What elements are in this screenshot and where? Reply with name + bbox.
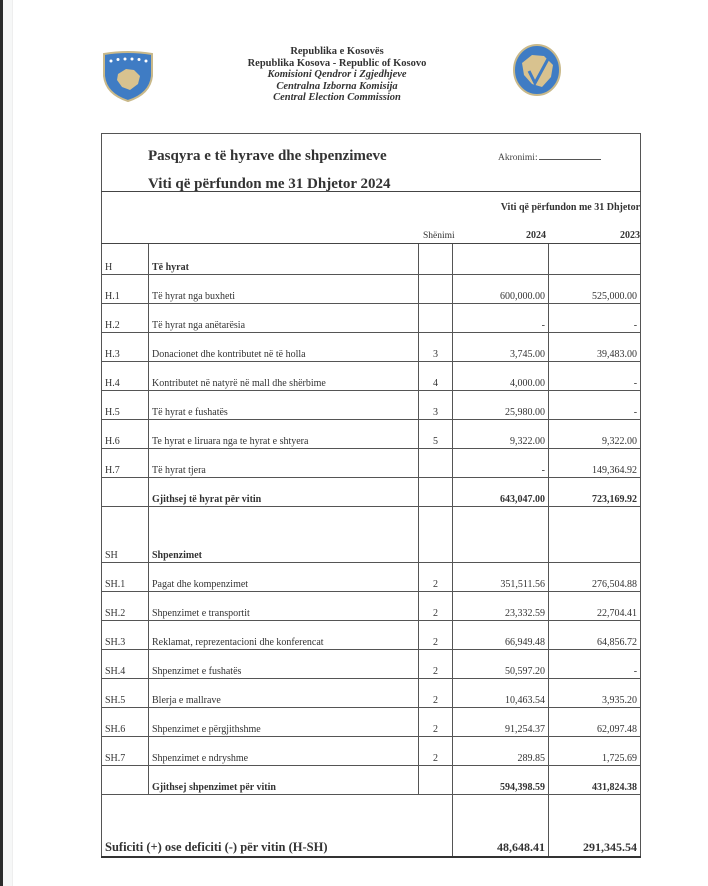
row-value-2023: 525,000.00 [549, 275, 641, 304]
row-label: Shpenzimet e përgjithshme [149, 708, 419, 737]
letterhead-line: Republika Kosova - Republic of Kosovo [247, 57, 427, 69]
row-label: Të hyrat e fushatës [149, 391, 419, 420]
total-value-2024: 594,398.59 [453, 766, 549, 795]
row-value-2024: 10,463.54 [453, 679, 549, 708]
letterhead-line: Centralna Izborna Komisija [276, 80, 398, 92]
section-heading: Të hyrat [149, 244, 419, 275]
row-value-2023: 39,483.00 [549, 333, 641, 362]
total-value-2023: 431,824.38 [549, 766, 641, 795]
row-value-2023: 64,856.72 [549, 621, 641, 650]
row-code: H.3 [102, 333, 149, 362]
row-value-2023: 276,504.88 [549, 563, 641, 592]
row-code: H.1 [102, 275, 149, 304]
row-label: Shpenzimet e ndryshme [149, 737, 419, 766]
row-note: 2 [419, 679, 453, 708]
row-code: SH.7 [102, 737, 149, 766]
acronym-field [498, 151, 601, 163]
row-value-2024: 289.85 [453, 737, 549, 766]
row-value-2024: 9,322.00 [453, 420, 549, 449]
row-note: 2 [419, 650, 453, 679]
row-code: H.7 [102, 449, 149, 478]
table-row [102, 650, 641, 679]
table-row [102, 420, 641, 449]
table-row [102, 679, 641, 708]
row-label: Pagat dhe kompenzimet [149, 563, 419, 592]
result-value-2023: 291,345.54 [549, 795, 641, 858]
total-label: Gjithsej të hyrat për vitin [149, 478, 419, 507]
letterhead-line: Komisioni Qendror i Zgjedhjeve [267, 69, 407, 80]
row-code: H.6 [102, 420, 149, 449]
row-code: SH.5 [102, 679, 149, 708]
row-note [419, 449, 453, 478]
row-note: 3 [419, 333, 453, 362]
table-row [102, 737, 641, 766]
table-row [102, 563, 641, 592]
row-note: 2 [419, 592, 453, 621]
section-row-expenses [102, 507, 641, 563]
row-value-2024: 351,511.56 [453, 563, 549, 592]
column-header [102, 192, 641, 244]
row-code: SH.2 [102, 592, 149, 621]
statement-header [102, 134, 641, 192]
row-note: 4 [419, 362, 453, 391]
section-row-revenue [102, 244, 641, 275]
row-code: H [102, 244, 149, 275]
row-label: Te hyrat e liruara nga te hyrat e shtyera [149, 420, 419, 449]
total-row-revenue [102, 478, 641, 507]
table-row [102, 621, 641, 650]
table-row [102, 304, 641, 333]
row-value-2023: - [549, 362, 641, 391]
total-value-2023: 723,169.92 [549, 478, 641, 507]
letterhead-text [220, 46, 454, 104]
row-label: Blerja e mallrave [149, 679, 419, 708]
row-value-2023: - [549, 650, 641, 679]
letterhead-line: Central Election Commission [273, 92, 401, 103]
row-label: Të hyrat nga anëtarësia [149, 304, 419, 333]
row-label: Kontributet në natyrë në mall dhe shërbime [149, 362, 419, 391]
scan-margin [3, 0, 13, 886]
section-heading: Shpenzimet [149, 507, 419, 563]
row-note: 5 [419, 420, 453, 449]
row-value-2023: - [549, 304, 641, 333]
row-label: Shpenzimet e transportit [149, 592, 419, 621]
row-code: SH [102, 507, 149, 563]
year-2024-header: 2024 [526, 230, 546, 241]
row-code: SH.4 [102, 650, 149, 679]
row-value-2023: 9,322.00 [549, 420, 641, 449]
acronym-blank-line [539, 151, 601, 160]
year-2023-header: 2023 [620, 230, 641, 241]
row-code: H.5 [102, 391, 149, 420]
total-value-2024: 643,047.00 [453, 478, 549, 507]
row-value-2023: 1,725.69 [549, 737, 641, 766]
row-value-2024: 91,254.37 [453, 708, 549, 737]
table-row [102, 708, 641, 737]
row-code: SH.1 [102, 563, 149, 592]
row-value-2024: 600,000.00 [453, 275, 549, 304]
statement-subtitle: Viti që përfundon me 31 Dhjetor 2024 [148, 176, 391, 192]
kosovo-coat-of-arms-icon [100, 50, 156, 102]
row-note: 2 [419, 737, 453, 766]
row-note: 2 [419, 621, 453, 650]
table-row [102, 449, 641, 478]
row-value-2023: 149,364.92 [549, 449, 641, 478]
result-value-2024: 48,648.41 [453, 795, 549, 858]
row-value-2024: - [453, 449, 549, 478]
period-header: Viti që përfundon me 31 Dhjetor [500, 202, 641, 213]
row-value-2023: - [549, 391, 641, 420]
row-value-2024: 25,980.00 [453, 391, 549, 420]
row-value-2024: 3,745.00 [453, 333, 549, 362]
total-label: Gjithsej shpenzimet për vitin [149, 766, 419, 795]
table-row [102, 592, 641, 621]
total-row-expenses [102, 766, 641, 795]
row-value-2024: 50,597.20 [453, 650, 549, 679]
row-value-2024: 66,949.48 [453, 621, 549, 650]
acronym-label: Akronimi: [498, 153, 538, 163]
row-value-2024: 4,000.00 [453, 362, 549, 391]
row-label: Shpenzimet e fushatës [149, 650, 419, 679]
row-code: SH.3 [102, 621, 149, 650]
note-column-header: Shënimi [423, 231, 455, 241]
row-note: 3 [419, 391, 453, 420]
surplus-deficit-row [102, 795, 641, 858]
row-value-2023: 22,704.41 [549, 592, 641, 621]
result-label: Suficiti (+) ose deficiti (-) për vitin (H-SH) [102, 795, 453, 858]
row-note [419, 304, 453, 333]
row-note [419, 275, 453, 304]
table-row [102, 362, 641, 391]
row-code: SH.6 [102, 708, 149, 737]
income-expense-statement [101, 133, 641, 858]
row-code: H.2 [102, 304, 149, 333]
row-code: H.4 [102, 362, 149, 391]
table-row [102, 275, 641, 304]
table-row [102, 333, 641, 362]
row-label: Të hyrat tjera [149, 449, 419, 478]
statement-title: Pasqyra e të hyrave dhe shpenzimeve [148, 148, 387, 164]
row-note: 2 [419, 563, 453, 592]
row-value-2023: 62,097.48 [549, 708, 641, 737]
row-value-2023: 3,935.20 [549, 679, 641, 708]
table-row [102, 391, 641, 420]
row-note: 2 [419, 708, 453, 737]
row-label: Reklamat, reprezentacioni dhe konferencat [149, 621, 419, 650]
cec-checkmark-map-icon [512, 43, 562, 98]
letterhead-line: Republika e Kosovës [290, 46, 384, 57]
row-value-2024: 23,332.59 [453, 592, 549, 621]
row-label: Të hyrat nga buxheti [149, 275, 419, 304]
row-label: Donacionet dhe kontributet në të holla [149, 333, 419, 362]
row-value-2024: - [453, 304, 549, 333]
